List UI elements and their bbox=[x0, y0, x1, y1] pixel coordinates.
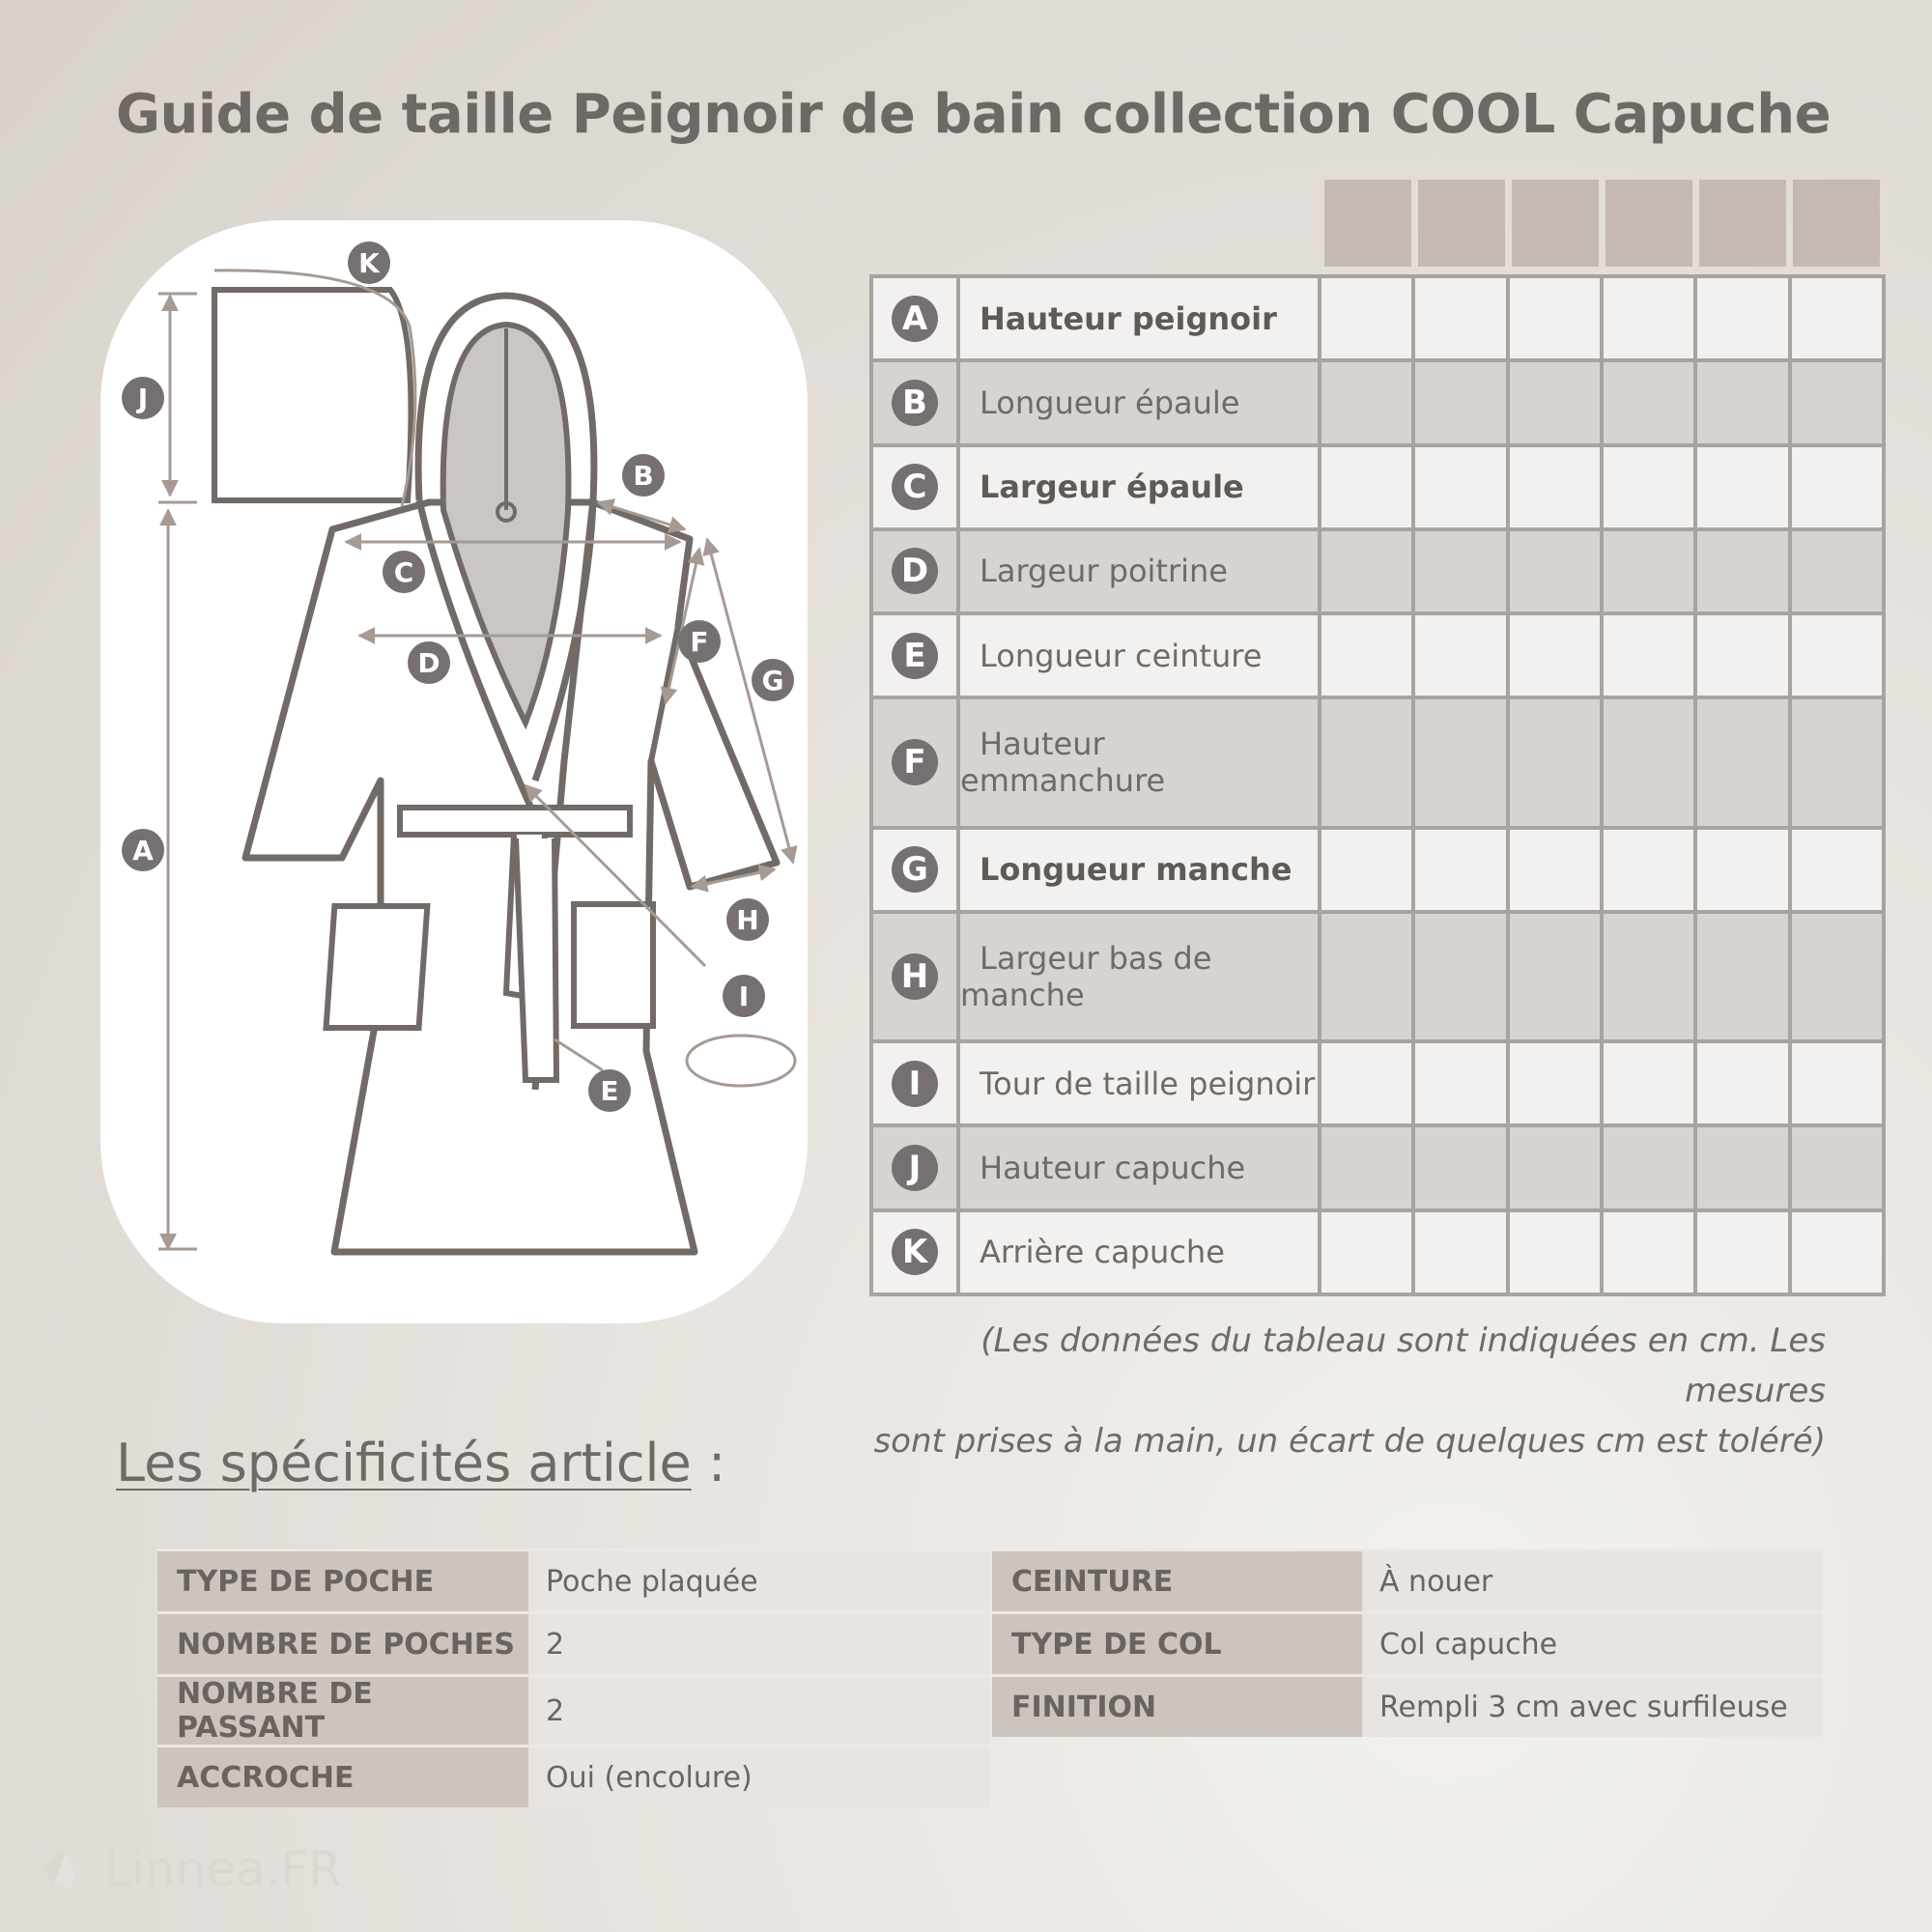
size-header-6 bbox=[1793, 180, 1880, 267]
size-value-cell bbox=[1508, 529, 1602, 613]
spec-value: Oui (encolure) bbox=[528, 1747, 990, 1808]
size-value-cell bbox=[1602, 1041, 1695, 1125]
row-label-cell bbox=[958, 445, 1320, 529]
spec-value: Rempli 3 cm avec surfileuse bbox=[1362, 1676, 1823, 1738]
measure-letter-badge: E bbox=[892, 633, 938, 679]
bathrobe-diagram bbox=[100, 220, 808, 1323]
size-value-cell bbox=[1790, 529, 1884, 613]
size-value-cell bbox=[1413, 276, 1507, 360]
row-letter-cell bbox=[871, 529, 958, 613]
spec-row bbox=[157, 1676, 990, 1747]
size-value-cell bbox=[1790, 360, 1884, 444]
size-value-cell bbox=[1320, 828, 1413, 912]
size-value-cell bbox=[1320, 912, 1413, 1041]
svg-text:A: A bbox=[132, 835, 154, 867]
size-value-cell bbox=[1695, 276, 1789, 360]
size-header-2 bbox=[1418, 180, 1505, 267]
size-header-3 bbox=[1512, 180, 1599, 267]
measure-letter-badge: F bbox=[892, 739, 938, 785]
size-row-h bbox=[871, 912, 1884, 1041]
note-line-1: (Les données du tableau sont indiquées en cm. Les mesures bbox=[980, 1321, 1826, 1410]
size-row-g bbox=[871, 828, 1884, 912]
size-value-cell bbox=[1602, 445, 1695, 529]
row-label-cell bbox=[958, 360, 1320, 444]
spec-row bbox=[992, 1676, 1823, 1738]
spec-value: 2 bbox=[528, 1676, 990, 1747]
measure-letter-badge: H bbox=[892, 953, 938, 1000]
measure-label: Longueur épaule bbox=[980, 384, 1240, 421]
size-value-cell bbox=[1602, 529, 1695, 613]
size-header-1 bbox=[1324, 180, 1411, 267]
size-value-cell bbox=[1695, 828, 1789, 912]
measure-label: Hauteur capuche bbox=[980, 1150, 1246, 1187]
svg-text:J: J bbox=[137, 383, 149, 414]
spec-value: 2 bbox=[528, 1613, 990, 1676]
svg-text:B: B bbox=[633, 460, 654, 492]
measure-label: Largeur bas de manche bbox=[960, 939, 1212, 1013]
specs-table-right bbox=[992, 1548, 1823, 1737]
size-value-cell bbox=[1413, 697, 1507, 827]
spec-key: CEINTURE bbox=[992, 1550, 1362, 1613]
specs-title bbox=[116, 1430, 725, 1497]
specs-title-text: Les spécificités article bbox=[116, 1433, 692, 1493]
size-row-d bbox=[871, 529, 1884, 613]
size-value-cell bbox=[1790, 697, 1884, 827]
size-value-cell bbox=[1320, 613, 1413, 697]
size-value-cell bbox=[1413, 529, 1507, 613]
size-value-cell bbox=[1320, 445, 1413, 529]
svg-text:F: F bbox=[690, 626, 709, 658]
row-letter-cell bbox=[871, 360, 958, 444]
spec-value: Poche plaquée bbox=[528, 1550, 990, 1613]
size-row-c bbox=[871, 445, 1884, 529]
svg-text:K: K bbox=[358, 247, 380, 279]
page-title: Guide de taille Peignoir de bain collection COOL Capuche bbox=[116, 83, 1832, 146]
size-value-cell bbox=[1602, 828, 1695, 912]
size-value-cell bbox=[1320, 1041, 1413, 1125]
spec-key: TYPE DE POCHE bbox=[157, 1550, 528, 1613]
measure-letter-badge: D bbox=[892, 548, 938, 594]
size-value-cell bbox=[1413, 1125, 1507, 1209]
size-value-cell bbox=[1508, 445, 1602, 529]
measure-label: Arrière capuche bbox=[980, 1234, 1225, 1271]
measure-label: Longueur ceinture bbox=[980, 637, 1263, 674]
size-header-5 bbox=[1699, 180, 1786, 267]
row-label-cell bbox=[958, 1125, 1320, 1209]
size-value-cell bbox=[1695, 529, 1789, 613]
measure-label: Largeur épaule bbox=[980, 469, 1244, 506]
row-letter-cell bbox=[871, 828, 958, 912]
size-value-cell bbox=[1695, 697, 1789, 827]
measure-letter-badge: I bbox=[892, 1061, 938, 1107]
size-row-f bbox=[871, 697, 1884, 827]
size-row-i bbox=[871, 1041, 1884, 1125]
measure-letter-badge: B bbox=[892, 380, 938, 426]
svg-text:C: C bbox=[393, 556, 414, 588]
row-letter-cell bbox=[871, 276, 958, 360]
row-letter-cell bbox=[871, 1041, 958, 1125]
size-value-cell bbox=[1508, 1041, 1602, 1125]
size-value-cell bbox=[1320, 360, 1413, 444]
size-value-cell bbox=[1790, 1041, 1884, 1125]
svg-text:I: I bbox=[738, 980, 750, 1012]
measure-label: Longueur manche bbox=[980, 851, 1293, 889]
measure-label: Hauteur emmanchure bbox=[960, 725, 1166, 800]
size-value-cell bbox=[1320, 1125, 1413, 1209]
specs-table-left bbox=[157, 1548, 990, 1807]
size-value-cell bbox=[1413, 912, 1507, 1041]
svg-text:H: H bbox=[736, 904, 759, 936]
size-value-cell bbox=[1790, 613, 1884, 697]
size-value-cell bbox=[1695, 912, 1789, 1041]
size-table bbox=[869, 274, 1886, 1296]
size-value-cell bbox=[1602, 276, 1695, 360]
size-value-cell bbox=[1695, 445, 1789, 529]
size-value-cell bbox=[1320, 697, 1413, 827]
size-value-cell bbox=[1508, 912, 1602, 1041]
bathrobe-illustration bbox=[100, 220, 808, 1323]
size-value-cell bbox=[1413, 1210, 1507, 1294]
spec-key: NOMBRE DE POCHES bbox=[157, 1613, 528, 1676]
spec-row bbox=[157, 1747, 990, 1808]
spec-value: À nouer bbox=[1362, 1550, 1823, 1613]
size-value-cell bbox=[1695, 1125, 1789, 1209]
size-value-cell bbox=[1695, 360, 1789, 444]
row-label-cell bbox=[958, 1041, 1320, 1125]
row-label-cell bbox=[958, 697, 1320, 827]
table-note bbox=[850, 1316, 1826, 1466]
size-value-cell bbox=[1602, 1125, 1695, 1209]
row-label-cell bbox=[958, 276, 1320, 360]
size-value-cell bbox=[1413, 1041, 1507, 1125]
measure-label: Hauteur peignoir bbox=[980, 299, 1277, 337]
logo-text: Linnea.FR bbox=[104, 1841, 342, 1897]
row-letter-cell bbox=[871, 613, 958, 697]
spec-row bbox=[992, 1550, 1823, 1613]
size-header-4 bbox=[1605, 180, 1692, 267]
size-value-cell bbox=[1695, 1210, 1789, 1294]
spec-key: FINITION bbox=[992, 1676, 1362, 1738]
row-letter-cell bbox=[871, 445, 958, 529]
size-value-cell bbox=[1508, 1210, 1602, 1294]
row-letter-cell bbox=[871, 1125, 958, 1209]
linnea-leaf-icon bbox=[37, 1841, 423, 1899]
brand-logo bbox=[37, 1841, 423, 1899]
measure-letter-badge: A bbox=[892, 296, 938, 342]
size-value-cell bbox=[1413, 445, 1507, 529]
row-label-cell bbox=[958, 613, 1320, 697]
size-value-cell bbox=[1695, 613, 1789, 697]
size-value-cell bbox=[1602, 912, 1695, 1041]
specs-title-suffix: : bbox=[691, 1433, 726, 1493]
size-value-cell bbox=[1790, 912, 1884, 1041]
svg-text:D: D bbox=[417, 647, 440, 679]
measure-label: Tour de taille peignoir bbox=[980, 1065, 1316, 1102]
spec-key: NOMBRE DE PASSANT bbox=[157, 1676, 528, 1747]
size-value-cell bbox=[1508, 1125, 1602, 1209]
note-line-2: sont prises à la main, un écart de quelques cm est toléré) bbox=[873, 1422, 1826, 1461]
spec-key: ACCROCHE bbox=[157, 1747, 528, 1808]
size-value-cell bbox=[1602, 1210, 1695, 1294]
measure-letter-badge: J bbox=[892, 1145, 938, 1191]
size-value-cell bbox=[1508, 276, 1602, 360]
svg-text:E: E bbox=[600, 1075, 619, 1107]
size-value-cell bbox=[1790, 1125, 1884, 1209]
measure-letter-badge: C bbox=[892, 464, 938, 510]
spec-row bbox=[157, 1550, 990, 1613]
size-row-j bbox=[871, 1125, 1884, 1209]
measure-label: Largeur poitrine bbox=[980, 553, 1228, 590]
spec-row bbox=[157, 1613, 990, 1676]
row-label-cell bbox=[958, 912, 1320, 1041]
size-value-cell bbox=[1508, 360, 1602, 444]
size-value-cell bbox=[1602, 613, 1695, 697]
row-label-cell bbox=[958, 1210, 1320, 1294]
size-value-cell bbox=[1413, 360, 1507, 444]
row-letter-cell bbox=[871, 1210, 958, 1294]
size-value-cell bbox=[1695, 1041, 1789, 1125]
size-value-cell bbox=[1508, 613, 1602, 697]
row-letter-cell bbox=[871, 912, 958, 1041]
size-value-cell bbox=[1320, 529, 1413, 613]
size-row-k bbox=[871, 1210, 1884, 1294]
measure-letter-badge: G bbox=[892, 846, 938, 893]
size-row-e bbox=[871, 613, 1884, 697]
size-value-cell bbox=[1790, 276, 1884, 360]
size-value-cell bbox=[1508, 697, 1602, 827]
row-label-cell bbox=[958, 828, 1320, 912]
size-value-cell bbox=[1413, 828, 1507, 912]
size-value-cell bbox=[1602, 697, 1695, 827]
size-value-cell bbox=[1320, 276, 1413, 360]
size-value-cell bbox=[1413, 613, 1507, 697]
size-value-cell bbox=[1508, 828, 1602, 912]
svg-text:G: G bbox=[761, 665, 784, 696]
spec-key: TYPE DE COL bbox=[992, 1613, 1362, 1676]
size-value-cell bbox=[1790, 828, 1884, 912]
size-row-a bbox=[871, 276, 1884, 360]
size-value-cell bbox=[1602, 360, 1695, 444]
size-value-cell bbox=[1790, 1210, 1884, 1294]
row-label-cell bbox=[958, 529, 1320, 613]
spec-row bbox=[992, 1613, 1823, 1676]
size-value-cell bbox=[1790, 445, 1884, 529]
row-letter-cell bbox=[871, 697, 958, 827]
size-value-cell bbox=[1320, 1210, 1413, 1294]
spec-value: Col capuche bbox=[1362, 1613, 1823, 1676]
size-row-b bbox=[871, 360, 1884, 444]
measure-letter-badge: K bbox=[892, 1229, 938, 1275]
